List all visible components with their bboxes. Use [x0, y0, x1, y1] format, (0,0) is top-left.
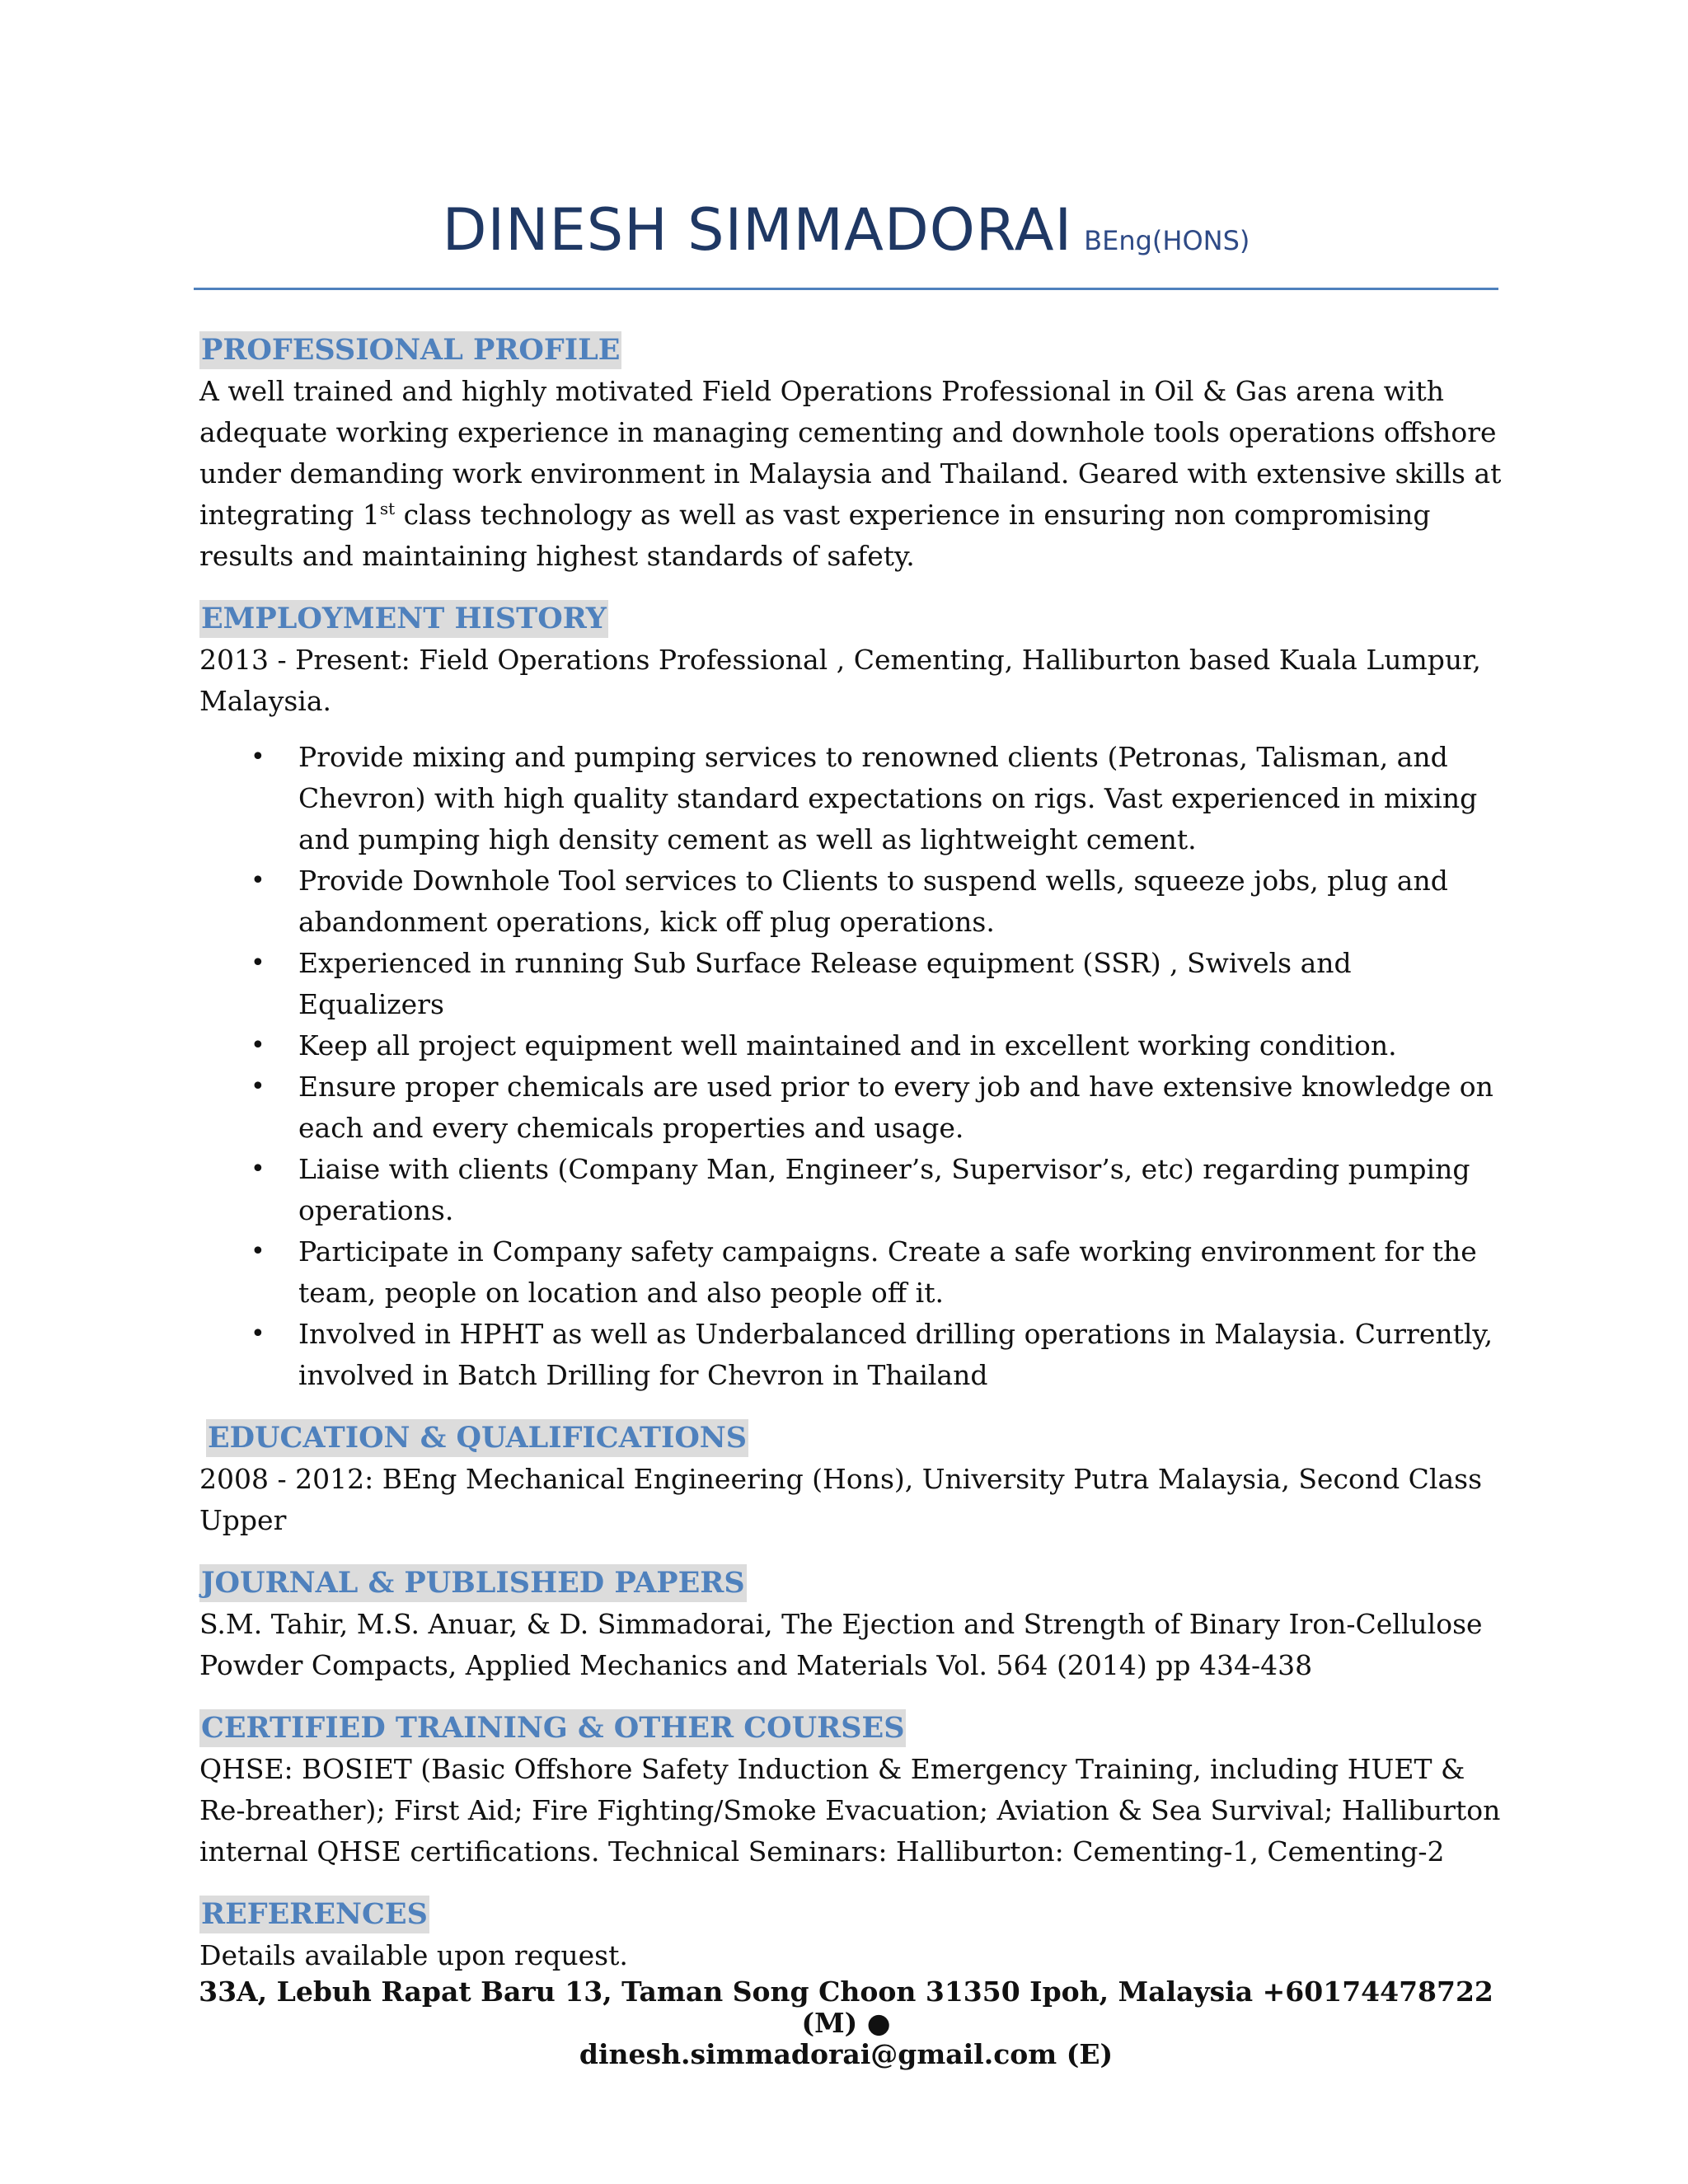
contact-email: dinesh.simmadorai@gmail.com (E) [579, 2038, 1114, 2070]
education-text: 2008 - 2012: BEng Mechanical Engineering (Hons), University Putra Malaysia, Second Class Upper [199, 1463, 1483, 1536]
header-divider [194, 288, 1498, 290]
section-heading: EDUCATION & QUALIFICATIONS [206, 1419, 748, 1457]
section-references [199, 1894, 1502, 1976]
list-item: • Experienced in running Sub Surface Release equipment (SSR) , Swivels and Equalizers [251, 947, 1352, 1020]
section-heading: JOURNAL & PUBLISHED PAPERS [199, 1564, 747, 1602]
list-item: • Provide mixing and pumping services to renowned clients (Petronas, Talisman, and Chevron) with high quality standard expectations on rigs. Vast experienced in mixing and pumping high density cement as well as lightweight cement. [251, 741, 1478, 855]
contact-address-phone: 33A, Lebuh Rapat Baru 13, Taman Song Choon 31350 Ipoh, Malaysia +60174478722 (M) ● [199, 1975, 1493, 2039]
profile-text: A well trained and highly motivated Field Operations Professional in Oil & Gas arena with adequate working experience in managing cementing and downhole tools operations offshore under demanding work environment in Malaysia and Thailand. Geared with extensive skills at integrating 1st class technology as well as vast experience in ensuring non compromising results and maintaining highest standards of safety. [199, 375, 1502, 572]
candidate-name: DINESH SIMMADORAI [442, 196, 1073, 264]
section-education [199, 1418, 1502, 1541]
section-heading: EMPLOYMENT HISTORY [199, 600, 608, 638]
training-text: QHSE: BOSIET (Basic Offshore Safety Induction & Emergency Training, including HUET & Re-breather); First Aid; Fire Fighting/Smoke Evacuation; Aviation & Sea Survival; Halliburton internal QHSE certifications. Technical Seminars: Halliburton: Cementing-1, Cementing-2 [199, 1753, 1501, 1868]
section-employment-history [199, 598, 1502, 1396]
contact-footer [194, 1976, 1498, 2070]
journal-text: S.M. Tahir, M.S. Anuar, & D. Simmadorai, The Ejection and Strength of Binary Iron-Cellulose Powder Compacts, Applied Mechanics and Materials Vol. 564 (2014) pp 434-438 [199, 1608, 1483, 1681]
list-item: • Ensure proper chemicals are used prior to every job and have extensive knowledge on each and every chemicals properties and usage. [251, 1071, 1493, 1144]
list-item: • Liaise with clients (Company Man, Engineer’s, Supervisor’s, etc) regarding pumping operations. [251, 1153, 1470, 1226]
section-training [199, 1708, 1502, 1872]
section-heading: REFERENCES [199, 1896, 429, 1933]
employment-bullet-list [199, 737, 1502, 1396]
list-item: • Involved in HPHT as well as Underbalanced drilling operations in Malaysia. Currently, involved in Batch Drilling for Chevron in Thailand [251, 1318, 1493, 1391]
list-item: • Participate in Company safety campaigns. Create a safe working environment for the team, people on location and also people off it. [251, 1235, 1477, 1309]
list-item: • Provide Downhole Tool services to Clients to suspend wells, squeeze jobs, plug and abandonment operations, kick off plug operations. [251, 865, 1448, 938]
candidate-degree: BEng(HONS) [1084, 225, 1250, 256]
section-professional-profile [199, 330, 1502, 577]
employment-role: 2013 - Present: Field Operations Professional , Cementing, Halliburton based Kuala Lumpur, Malaysia. [199, 644, 1481, 717]
resume-header [194, 196, 1498, 264]
section-heading: CERTIFIED TRAINING & OTHER COURSES [199, 1709, 906, 1747]
references-text: Details available upon request. [199, 1939, 628, 1971]
resume-body [199, 330, 1502, 1976]
section-heading: PROFESSIONAL PROFILE [199, 331, 621, 369]
list-item: • Keep all project equipment well maintained and in excellent working condition. [251, 1029, 1397, 1062]
section-journal [199, 1563, 1502, 1686]
